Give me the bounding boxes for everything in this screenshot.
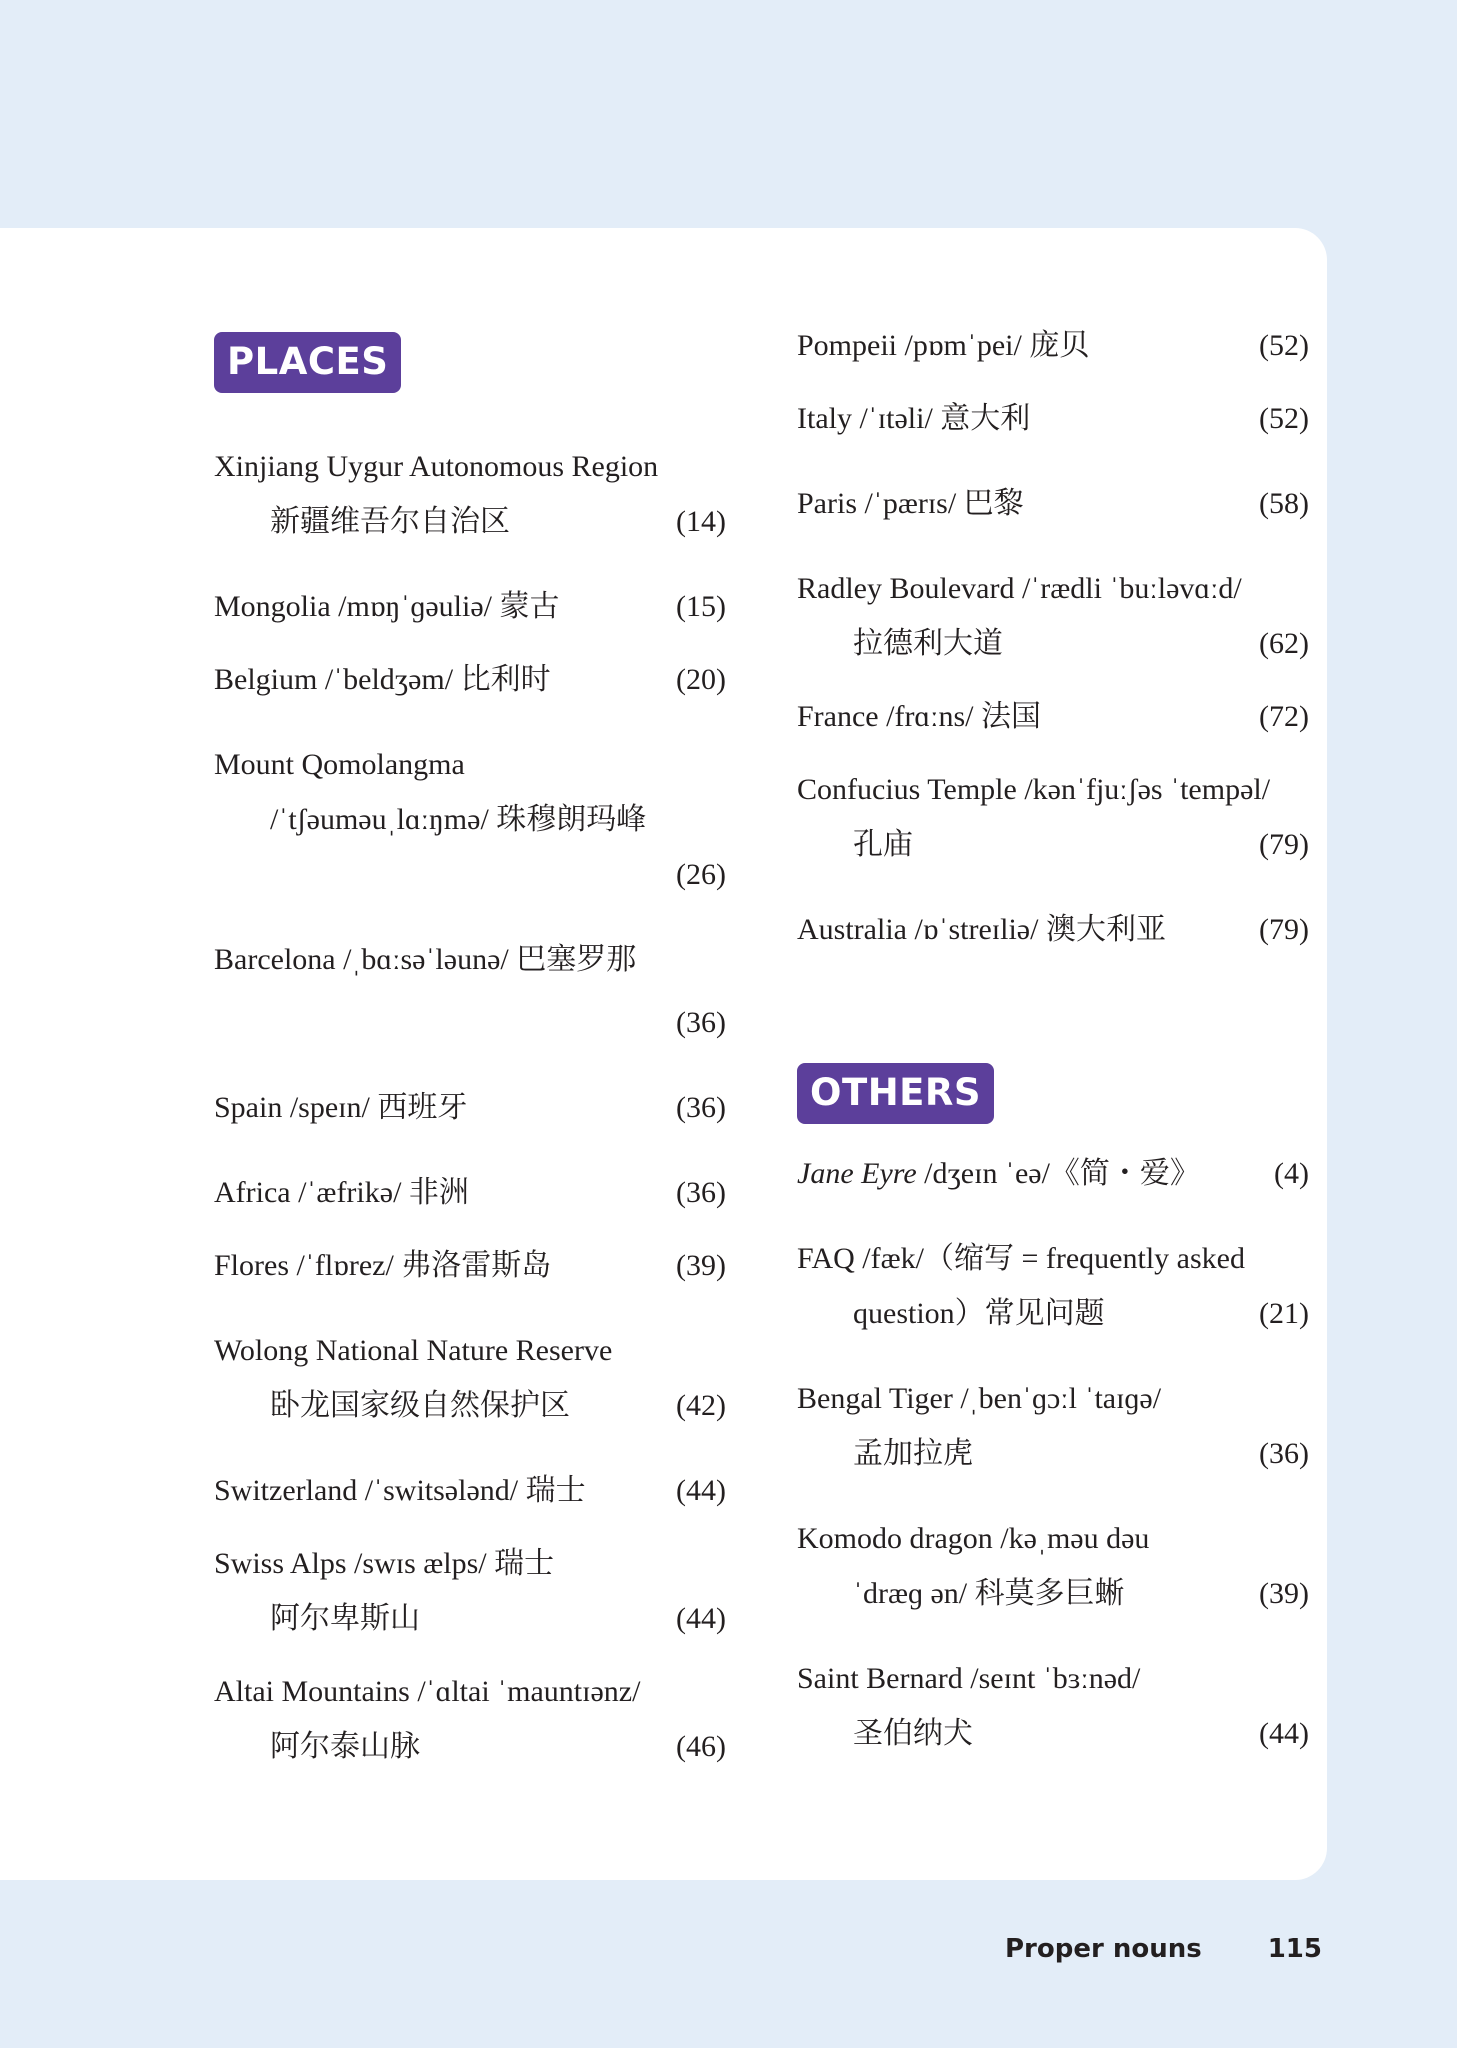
entry-gloss: /ˈtʃəuməuˌlɑːŋmə/ 珠穆朗玛峰 (270, 803, 647, 836)
list-item (797, 1651, 1309, 1761)
entry-term: Swiss Alps /swɪs ælps/ 瑞士 (214, 1547, 555, 1580)
list-item (214, 1080, 726, 1135)
others-list (797, 1146, 1309, 1761)
entry-term: Pompeii /pɒmˈpei/ 庞贝 (797, 329, 1090, 362)
entry-term: Spain /speɪn/ 西班牙 (214, 1091, 468, 1124)
list-item (797, 902, 1309, 957)
page-ref: (36) (676, 1006, 726, 1039)
entry-term: Confucius Temple /kənˈfjuːʃəs ˈtempəl/ (797, 773, 1271, 806)
entry-gloss: 拉德利大道 (853, 627, 1003, 660)
entry-gloss: ˈdræɡ ən/ 科莫多巨蜥 (853, 1577, 1125, 1610)
page-ref: (20) (676, 663, 726, 696)
others-heading: OTHERS (797, 1063, 994, 1124)
footer-section-title: Proper nouns (1004, 1934, 1202, 1964)
list-item (797, 318, 1309, 373)
page-ref: (46) (676, 1730, 726, 1763)
entry-gloss: 阿尔卑斯山 (270, 1602, 420, 1635)
entry-term: Flores /ˈflɒrez/ 弗洛雷斯岛 (214, 1249, 552, 1282)
list-item (214, 737, 726, 902)
page-ref: (58) (1259, 487, 1309, 520)
title-italic: Jane Eyre (797, 1157, 917, 1190)
entry-term: Mongolia /mɒŋˈɡəuliə/ 蒙古 (214, 590, 560, 623)
list-item (214, 652, 726, 707)
page-ref: (72) (1259, 700, 1309, 733)
list-item (214, 1463, 726, 1518)
places-heading: PLACES (214, 332, 401, 393)
page-ref: (39) (676, 1249, 726, 1282)
list-item (797, 1371, 1309, 1481)
entry-term: France /frɑːns/ 法国 (797, 700, 1041, 733)
list-item (214, 1165, 726, 1220)
entry-term: Belgium /ˈbeldʒəm/ 比利时 (214, 663, 551, 696)
entry-term: Radley Boulevard /ˈrædli ˈbuːləvɑːd/ (797, 572, 1242, 605)
list-item (797, 391, 1309, 446)
list-item (797, 1231, 1309, 1341)
entry-term: Barcelona /ˌbɑːsəˈləunə/ 巴塞罗那 (214, 943, 637, 976)
entry-term: Switzerland /ˈswitsələnd/ 瑞士 (214, 1474, 586, 1507)
page-ref: (44) (676, 1602, 726, 1635)
entry-gloss: question）常见问题 (853, 1297, 1105, 1330)
page-ref: (14) (676, 505, 726, 538)
page-number: 115 (1267, 1934, 1322, 1964)
entry-term: Mount Qomolangma (214, 748, 465, 781)
entry-term-rest: /dʒeɪn ˈeə/《简・爱》 (916, 1157, 1200, 1190)
page-ref: (36) (676, 1176, 726, 1209)
page-ref: (21) (1259, 1297, 1309, 1330)
entry-gloss: 孔庙 (853, 828, 913, 861)
page-ref: (36) (1259, 1437, 1309, 1470)
list-item (797, 561, 1309, 671)
list-item (797, 762, 1309, 872)
page-ref: (44) (676, 1474, 726, 1507)
list-item (214, 1238, 726, 1293)
page-ref: (15) (676, 590, 726, 623)
entry-gloss: 圣伯纳犬 (853, 1717, 973, 1750)
entry-term: Wolong National Nature Reserve (214, 1334, 613, 1367)
entry-term: Komodo dragon /kəˌməu dəu (797, 1522, 1150, 1555)
page-ref: (79) (1259, 828, 1309, 861)
page-ref: (42) (676, 1389, 726, 1422)
entry-gloss: 新疆维吾尔自治区 (270, 505, 510, 538)
list-item (214, 932, 726, 1050)
entry-term: Saint Bernard /seɪnt ˈbɜːnəd/ (797, 1662, 1141, 1695)
list-item (797, 1511, 1309, 1621)
entry-gloss: 阿尔泰山脉 (270, 1730, 420, 1763)
entry-term: Xinjiang Uygur Autonomous Region (214, 450, 659, 483)
list-item (797, 689, 1309, 744)
entry-term: Italy /ˈɪtəli/ 意大利 (797, 402, 1031, 435)
places-list-continued (797, 318, 1309, 957)
entry-gloss: 孟加拉虎 (853, 1437, 973, 1470)
page-ref: (44) (1259, 1717, 1309, 1750)
entry-gloss: 卧龙国家级自然保护区 (270, 1389, 570, 1422)
right-column (797, 318, 1309, 1761)
entry-term: FAQ /fæk/（缩写 = frequently asked (797, 1242, 1245, 1275)
entry-term (797, 1146, 1200, 1201)
page-ref: (39) (1259, 1577, 1309, 1610)
page-ref: (52) (1259, 329, 1309, 362)
page-ref: (79) (1259, 913, 1309, 946)
page-ref: (62) (1259, 627, 1309, 660)
entry-term: Africa /ˈæfrikə/ 非洲 (214, 1176, 469, 1209)
list-item (214, 1536, 726, 1646)
page-ref: (26) (676, 858, 726, 891)
list-item (214, 1664, 726, 1774)
page-ref: (4) (1274, 1157, 1309, 1190)
page-ref: (52) (1259, 402, 1309, 435)
list-item (214, 579, 726, 634)
page-ref: (36) (676, 1091, 726, 1124)
entry-term: Altai Mountains /ˈɑltai ˈmauntɪənz/ (214, 1675, 641, 1708)
entry-term: Paris /ˈpærɪs/ 巴黎 (797, 487, 1024, 520)
list-item (797, 476, 1309, 531)
entry-term: Bengal Tiger /ˌbenˈɡɔːl ˈtaɪɡə/ (797, 1382, 1162, 1415)
list-item (214, 439, 726, 549)
list-item (797, 1146, 1309, 1201)
places-list (214, 439, 726, 1774)
entry-term: Australia /ɒˈstreɪliə/ 澳大利亚 (797, 913, 1166, 946)
list-item (214, 1323, 726, 1433)
page-footer (1005, 1934, 1322, 1964)
left-column (214, 332, 726, 1774)
